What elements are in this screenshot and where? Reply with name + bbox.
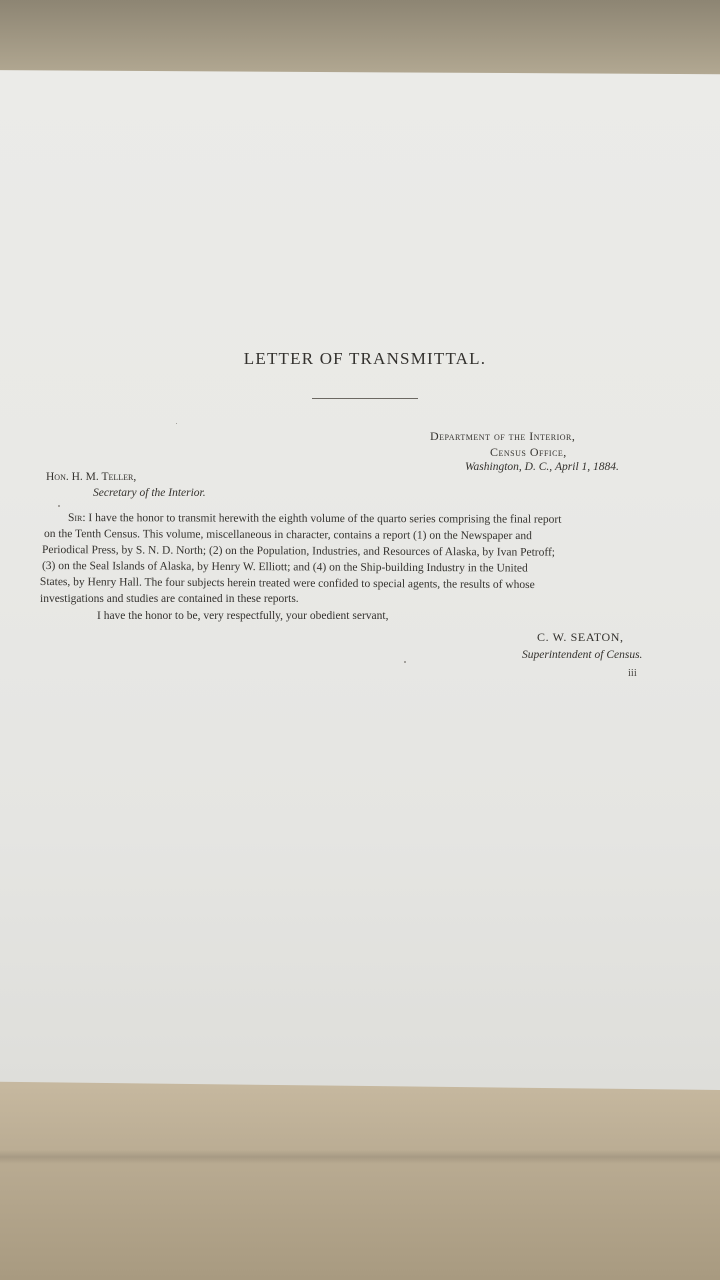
backdrop-top [0, 0, 720, 75]
page-number: iii [628, 668, 637, 679]
dateline-place: Washington, D. C., [465, 461, 553, 473]
addressee [46, 471, 136, 483]
office-line: Census Office, [490, 445, 567, 459]
backdrop-bottom [0, 1080, 720, 1280]
signature-title: Superintendent of Census. [522, 649, 643, 661]
dateline [465, 461, 619, 473]
addressee-honorific: Hon. [46, 471, 69, 483]
body-line-3: Periodical Press, by S. N. D. North; (2) on the Population, Industries, and Resources of Alaska, by Ivan Petroff; [41, 544, 556, 559]
dateline-date: April 1, 1884. [555, 461, 619, 473]
body-line-6: investigations and studies are contained in these reports. [40, 593, 299, 605]
signature-name: C. W. SEATON, [537, 630, 624, 644]
paper-speck [404, 661, 406, 663]
body-line-1 [68, 510, 561, 528]
title-rule [312, 398, 418, 399]
body-line-4: (3) on the Seal Islands of Alaska, by Henry W. Elliott; and (4) on the Ship-building Industry in the United [41, 560, 528, 575]
body-line-2: on the Tenth Census. This volume, miscellaneous in character, contains a report (1) on the Newspaper and [43, 528, 532, 543]
body-line-1-text: I have the honor to transmit herewith the eighth volume of the quarto series comprising the final report [88, 512, 562, 526]
document-title: LETTER OF TRANSMITTAL. [243, 349, 487, 368]
addressee-name: H. M. Teller, [71, 471, 137, 483]
salutation: Sir: [67, 512, 86, 525]
department-line: Department of the Interior, [430, 429, 576, 443]
closing-line: I have the honor to be, very respectfully, your obedient servant, [97, 610, 389, 622]
backdrop-fold [0, 1150, 720, 1164]
body-line-5: States, by Henry Hall. The four subjects herein treated were confided to special agents, the results of whose [39, 575, 535, 592]
paper-speck [58, 505, 60, 507]
paper-speck [176, 423, 177, 424]
addressee-title: Secretary of the Interior. [93, 487, 206, 499]
